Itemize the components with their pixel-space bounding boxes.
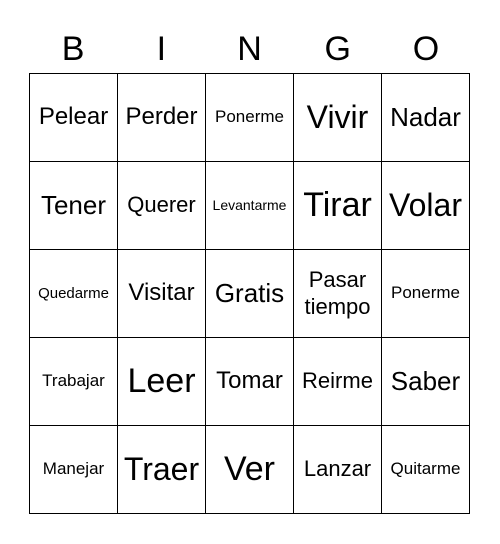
bingo-cell[interactable]: Lanzar: [294, 426, 382, 514]
header-letter-o: O: [412, 30, 440, 68]
bingo-header: [29, 24, 470, 74]
bingo-cell[interactable]: Gratis: [206, 250, 294, 338]
bingo-cell[interactable]: Tener: [30, 162, 118, 250]
bingo-cell[interactable]: Trabajar: [30, 338, 118, 426]
bingo-cell[interactable]: Manejar: [30, 426, 118, 514]
bingo-cell[interactable]: Tirar: [294, 162, 382, 250]
header-letter-n: N: [237, 30, 262, 68]
bingo-cell[interactable]: Ver: [206, 426, 294, 514]
bingo-cell[interactable]: Leer: [118, 338, 206, 426]
bingo-cell[interactable]: Quedarme: [30, 250, 118, 338]
bingo-cell[interactable]: Reirme: [294, 338, 382, 426]
bingo-cell[interactable]: Pelear: [30, 74, 118, 162]
bingo-card: [29, 73, 470, 514]
bingo-cell[interactable]: Querer: [118, 162, 206, 250]
bingo-cell[interactable]: Nadar: [382, 74, 470, 162]
bingo-cell[interactable]: Visitar: [118, 250, 206, 338]
bingo-cell[interactable]: Vivir: [294, 74, 382, 162]
bingo-cell[interactable]: Ponerme: [382, 250, 470, 338]
bingo-cell[interactable]: Perder: [118, 74, 206, 162]
bingo-cell[interactable]: Ponerme: [206, 74, 294, 162]
bingo-cell[interactable]: Pasar tiempo: [294, 250, 382, 338]
bingo-cell[interactable]: Quitarme: [382, 426, 470, 514]
header-letter-i: I: [156, 30, 167, 68]
bingo-cell[interactable]: Levantarme: [206, 162, 294, 250]
bingo-cell[interactable]: Tomar: [206, 338, 294, 426]
bingo-cell[interactable]: Volar: [382, 162, 470, 250]
bingo-cell[interactable]: Traer: [118, 426, 206, 514]
header-letter-g: G: [324, 30, 351, 68]
header-letter-b: B: [61, 30, 85, 68]
bingo-cell[interactable]: Saber: [382, 338, 470, 426]
